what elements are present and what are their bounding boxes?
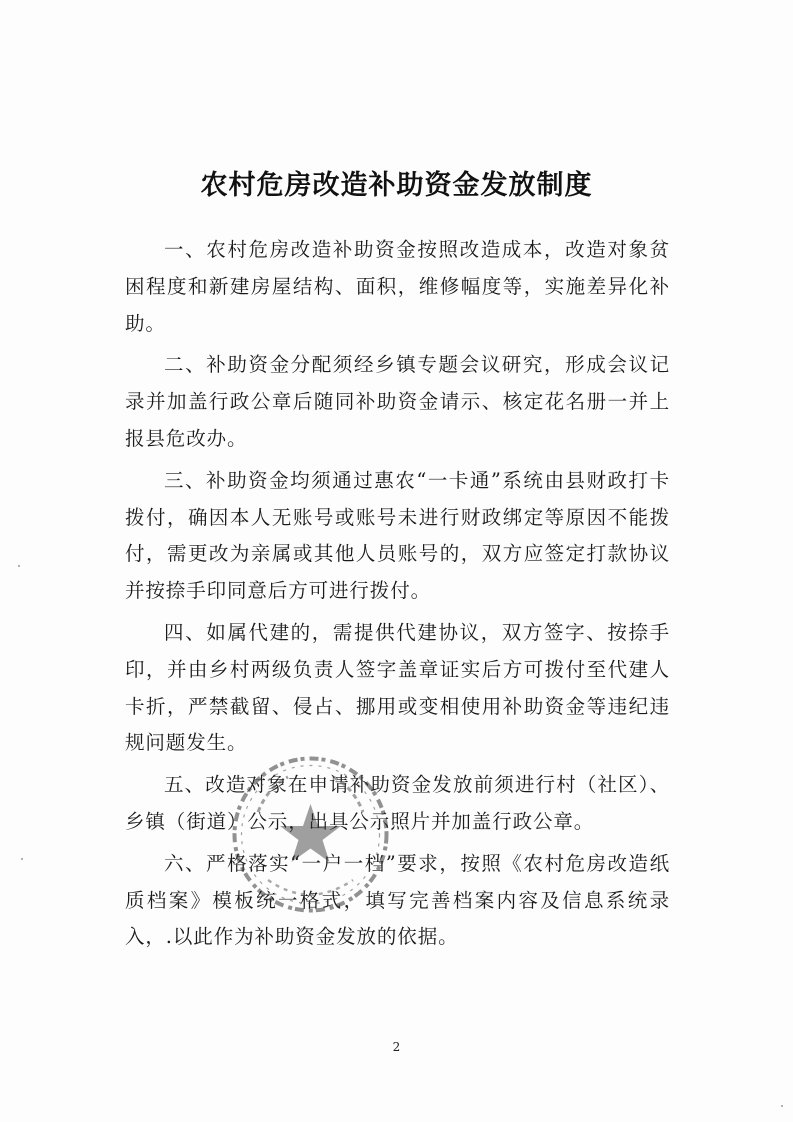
paragraph-3: 三、补助资金均须通过惠农“一卡通”系统由县财政打卡拨付，确因本人无账号或账号未进行财政绑定等原因不能拨付，需更改为亲属或其他人员账号的，双方应签定打款协议并按捺手印同意后方可进行拨付。 [125, 468, 670, 603]
paragraph-2: 二、补助资金分配须经乡镇专题会议研究，形成会议记录并加盖行政公章后随同补助资金请示、核定花名册一并上报县危改办。 [125, 353, 670, 450]
page-number: 2 [392, 1040, 401, 1054]
scan-speck [781, 1105, 783, 1107]
scan-speck [18, 565, 20, 567]
document-title: 农村危房改造补助资金发放制度 [200, 170, 593, 202]
paragraph-4: 四、如属代建的，需提供代建协议，双方签字、按捺手印，并由乡村两级负责人签字盖章证实后方可拨付至代建人卡折，严禁截留、侵占、挪用或变相使用补助资金等违纪违规问题发生。 [125, 620, 670, 755]
paragraph-6: 六、严格落实“一户一档”要求，按照《农村危房改造纸质档案》模板统一格式，填写完善档案内容及信息系统录入，.以此作为补助资金发放的依据。 [125, 851, 670, 949]
scan-speck [21, 858, 23, 860]
official-seal-icon [228, 752, 393, 917]
document-body [125, 232, 670, 961]
paragraph-5: 五、改造对象在申请补助资金发放前须进行村（社区）、乡镇（街道）公示，出具公示照片并加盖行政公章。 [125, 773, 670, 833]
paragraph-1: 一、农村危房改造补助资金按照改造成本，改造对象贫困程度和新建房屋结构、面积，维修幅度等，实施差异化补助。 [125, 238, 670, 335]
